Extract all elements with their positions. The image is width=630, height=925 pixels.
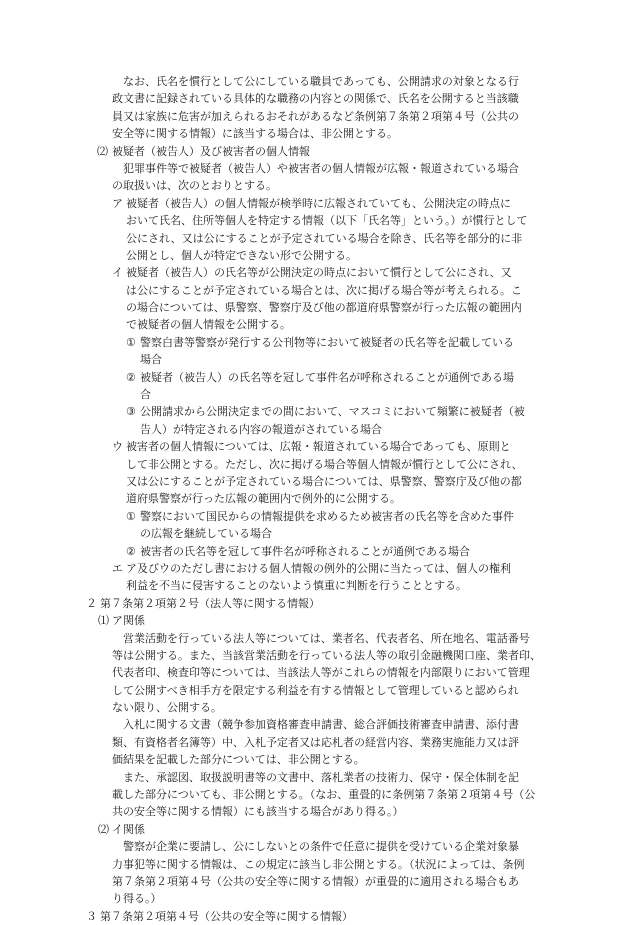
text-line	[0, 490, 630, 507]
line-text: 警察が企業に要請し、公にしないとの条件で任意に提供を受けている企業対象暴	[112, 840, 519, 854]
line-text: の場合については、県警察、警察庁及び他の都道府県警察が行った広報の範囲内	[126, 301, 522, 315]
block-s2	[0, 595, 630, 612]
text-line	[0, 734, 630, 751]
line-text: して非公開とする。ただし、次に掲げる場合等個人情報が慣行として公にされ、	[126, 457, 523, 471]
line-text: の取扱いは、次のとおりとする。	[112, 179, 277, 193]
text-line	[0, 125, 630, 142]
line-text: 第７条第２項第４号（公共の安全等に関する情報）	[100, 909, 353, 923]
text-line	[0, 890, 630, 907]
text-line	[0, 351, 630, 368]
text-line	[0, 664, 630, 681]
text-line	[0, 299, 630, 316]
list-marker: ②	[126, 370, 136, 384]
line-text: 場合	[140, 353, 162, 367]
line-text: 第７条第２項第４号（公共の安全等に関する情報）が重畳的に適用される場合もあ	[112, 874, 519, 888]
list-marker: イ	[112, 266, 123, 280]
line-text: 政文書に記録されている具体的な職務の内容との関係で、氏名を公開すると当該職	[112, 92, 519, 106]
line-text: 公開請求から公開決定までの間において、マスコミにおいて頻繁に被疑者（被	[140, 405, 525, 419]
block-i	[0, 264, 630, 334]
line-text: イ関係	[112, 822, 145, 836]
list-marker: ３	[86, 909, 97, 923]
line-text: 代表者印、検査印等については、当該法人等がこれらの情報を内部限りにおいて管理	[112, 666, 530, 680]
text-line	[0, 403, 630, 420]
line-text: 利益を不当に侵害することのないよう慎重に判断を行うこととする。	[126, 579, 467, 593]
list-marker: ２	[86, 596, 97, 610]
text-line	[0, 508, 630, 525]
block-i2	[0, 369, 630, 404]
block-a	[0, 195, 630, 265]
text-line	[0, 73, 630, 90]
text-line	[0, 630, 630, 647]
line-text: 等は公開する。また、当該営業活動を行っている法人等の取引金融機関口座、業者印、	[112, 648, 541, 662]
line-text: 入札に関する文書（競争参加資格審査申請書、総合評価技術審査申請書、添付書	[112, 718, 519, 732]
text-line	[0, 769, 630, 786]
block-p2	[0, 160, 630, 195]
block-h2	[0, 143, 630, 160]
text-line	[0, 160, 630, 177]
line-text: 警察白書等警察が発行する公刊物等において被疑者の氏名等を記載している	[140, 335, 514, 349]
text-line	[0, 873, 630, 890]
text-line	[0, 421, 630, 438]
list-marker: エ	[112, 561, 123, 575]
line-text: 安全等に関する情報）に該当する場合は、非公開とする。	[112, 127, 398, 141]
line-text: 被疑者（被告人）及び被害者の個人情報	[112, 144, 310, 158]
list-marker: ア	[112, 196, 123, 210]
list-marker: ②	[126, 544, 136, 558]
block-p4	[0, 716, 630, 768]
line-text: ない限り、公開する。	[112, 701, 222, 715]
list-marker: ウ	[112, 440, 123, 454]
line-text: また、承認図、取扱説明書等の文書中、落札業者の技術力、保守・保全体制を記	[112, 770, 519, 784]
block-e	[0, 560, 630, 595]
line-text: 告人）が特定される内容の報道がされている場合	[140, 422, 382, 436]
list-marker: ⑵	[98, 822, 109, 836]
line-text: ア関係	[112, 614, 145, 628]
block-u1	[0, 508, 630, 543]
text-line	[0, 821, 630, 838]
text-line	[0, 108, 630, 125]
line-text: り得る。）	[112, 892, 162, 906]
text-line	[0, 908, 630, 925]
text-line	[0, 438, 630, 455]
text-line	[0, 247, 630, 264]
line-text: おいて氏名、住所等個人を特定する情報（以下「氏名等」という。）が慣行として	[126, 214, 528, 228]
text-line	[0, 751, 630, 768]
list-marker: ⑵	[97, 144, 108, 158]
text-line	[0, 90, 630, 107]
line-text: 員又は家族に危害が加えられるおそれがあるなど条例第７条第２項第４号（公共の	[112, 109, 519, 123]
text-line	[0, 456, 630, 473]
text-line	[0, 560, 630, 577]
line-text: 価結果を記載した部分については、非公開とする。	[112, 753, 365, 767]
line-text: 道府県警察が行った広報の範囲内で例外的に公開する。	[126, 492, 401, 506]
line-text: 共の安全等に関する情報）にも該当する場合があり得る。）	[112, 805, 404, 819]
text-line	[0, 230, 630, 247]
block-p1	[0, 73, 630, 143]
text-line	[0, 264, 630, 281]
text-line	[0, 838, 630, 855]
text-line	[0, 212, 630, 229]
line-text: 載した部分についても、非公開とする。（なお、重畳的に条例第７条第２項第４号（公	[112, 788, 536, 802]
line-text: して公開すべき相手方を限定する利益を有する情報として管理していると認められ	[112, 683, 519, 697]
text-line	[0, 803, 630, 820]
list-marker: ①	[126, 335, 136, 349]
line-text: 力事犯等に関する情報は、この規定に該当し非公開とする。（状況によっては、条例	[112, 857, 525, 871]
line-text: は公にすることが予定されている場合とは、次に掲げる場合等が考えられる。こ	[126, 283, 522, 297]
line-text: で被疑者の個人情報を公開する。	[126, 318, 291, 332]
block-i1	[0, 334, 630, 369]
text-line	[0, 316, 630, 333]
list-marker: ③	[126, 405, 136, 419]
line-text: 合	[140, 388, 151, 402]
line-text: の広報を継続している場合	[140, 527, 272, 541]
text-line	[0, 699, 630, 716]
text-line	[0, 612, 630, 629]
text-line	[0, 177, 630, 194]
block-p6	[0, 838, 630, 908]
line-text: 営業活動を行っている法人等については、業者名、代表者名、所在地名、電話番号	[112, 631, 530, 645]
line-text: 被害者の個人情報については、広報・報道されている場合であっても、原則と	[126, 440, 511, 454]
text-line	[0, 682, 630, 699]
text-line	[0, 856, 630, 873]
line-text: 又は公にすることが予定されている場合については、県警察、警察庁及び他の都	[126, 474, 522, 488]
text-line	[0, 716, 630, 733]
text-line	[0, 647, 630, 664]
text-line	[0, 473, 630, 490]
line-text: 被害者の氏名等を冠して事件名が呼称されることが通例である場合	[140, 544, 470, 558]
text-line	[0, 369, 630, 386]
line-text: ア及びウのただし書における個人情報の例外的公開に当たっては、個人の権利	[126, 561, 511, 575]
line-text: 被疑者（被告人）の氏名等が公開決定の時点において慣行として公にされ、又	[126, 266, 512, 280]
block-s2-1	[0, 612, 630, 629]
block-p3	[0, 630, 630, 717]
line-text: 被疑者（被告人）の個人情報が検挙時に広報されていても、公開決定の時点に	[126, 196, 511, 210]
block-s2-2	[0, 821, 630, 838]
block-s3	[0, 908, 630, 925]
line-text: 犯罪事件等で被疑者（被告人）や被害者の個人情報が広報・報道されている場合	[112, 161, 519, 175]
list-marker: ⑴	[98, 614, 109, 628]
line-text: 公にされ、又は公にすることが予定されている場合を除き、氏名等を部分的に非	[126, 231, 523, 245]
text-line	[0, 786, 630, 803]
text-line	[0, 282, 630, 299]
text-line	[0, 525, 630, 542]
text-line	[0, 595, 630, 612]
text-line	[0, 143, 630, 160]
text-line	[0, 195, 630, 212]
line-text: なお、氏名を慣行として公にしている職員であっても、公開請求の対象となる行	[112, 75, 519, 88]
line-text: 警察において国民からの情報提供を求めるため被害者の氏名等を含めた事件	[140, 509, 514, 523]
document-body	[0, 73, 630, 925]
text-line	[0, 386, 630, 403]
block-u	[0, 438, 630, 508]
text-line	[0, 334, 630, 351]
text-line	[0, 577, 630, 594]
list-marker: ①	[126, 509, 136, 523]
text-line	[0, 543, 630, 560]
block-u2	[0, 543, 630, 560]
line-text: 被疑者（被告人）の氏名等を冠して事件名が呼称されることが通例である場	[140, 370, 514, 384]
block-i3	[0, 403, 630, 438]
block-p5	[0, 769, 630, 821]
line-text: 第７条第２項第２号（法人等に関する情報）	[100, 596, 320, 610]
line-text: 類、有資格者名簿等）中、入札予定者又は応札者の経営内容、業務実施能力又は評	[112, 735, 519, 749]
line-text: 公開とし、個人が特定できない形で公開する。	[126, 248, 357, 262]
